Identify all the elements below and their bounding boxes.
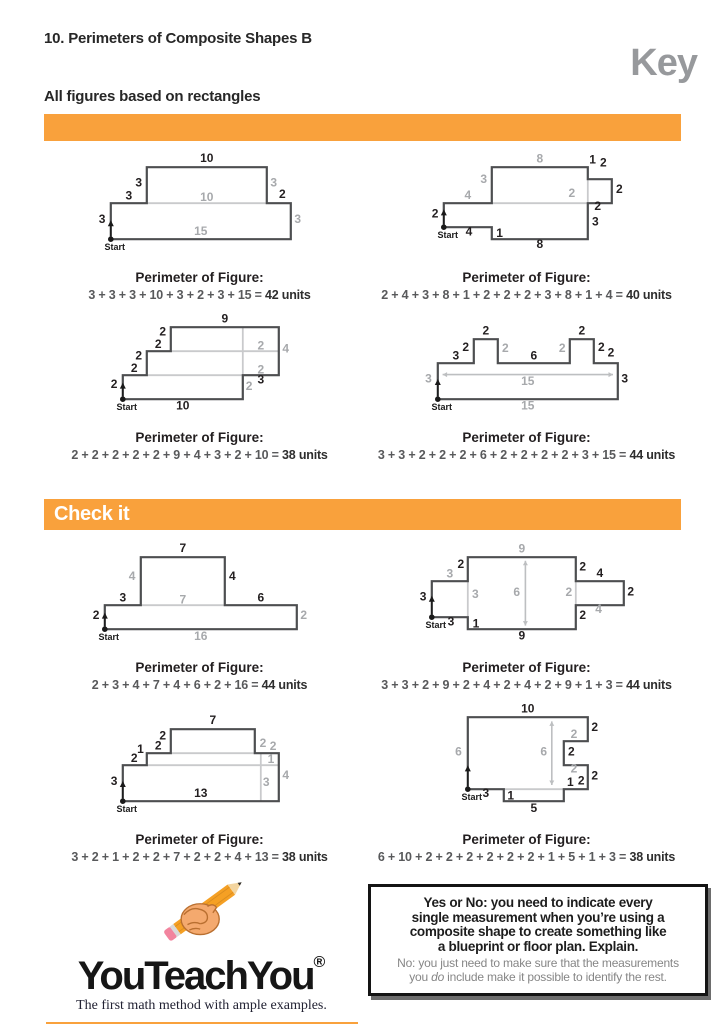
measurement-label: 13 — [194, 786, 208, 800]
measurement-label: 2 — [598, 340, 605, 355]
measurement-label: 2 — [257, 338, 265, 353]
start-arrowhead — [120, 781, 126, 787]
measurement-label: 1 — [567, 775, 574, 790]
note-bold-line: single measurement when you’re using a — [411, 909, 665, 925]
perimeter-equation: 3 + 2 + 1 + 2 + 2 + 7 + 2 + 2 + 4 + 13 = 38 units — [71, 850, 328, 864]
measurement-label: 2 — [616, 182, 623, 196]
registered-mark: ® — [313, 954, 326, 971]
shape-outline — [105, 557, 297, 629]
note-bold-line: composite shape to create something like — [409, 924, 667, 940]
measurement-label: 3 — [472, 587, 479, 601]
perimeter-result: 42 units — [265, 288, 311, 302]
measurement-label: 3 — [447, 614, 455, 629]
start-dot — [429, 614, 435, 620]
measurement-label: 2 — [130, 751, 138, 766]
measurement-label: 2 — [627, 584, 635, 599]
measurement-label: 6 — [530, 348, 538, 363]
measurement-label: 2 — [431, 206, 439, 221]
perimeter-equation: 2 + 3 + 4 + 7 + 4 + 6 + 2 + 16 = 44 units — [91, 678, 308, 692]
figure-drawing — [100, 710, 299, 830]
start-dot — [441, 224, 447, 230]
measurement-label: 3 — [592, 214, 599, 229]
note-answer: No: you just need to make sure that the measurements you do include make it possible to identify the rest. — [397, 956, 679, 985]
subtitle: All figures based on rectangles — [44, 88, 261, 105]
figure-drawing — [100, 308, 299, 428]
measurement-label: 2 — [579, 559, 587, 574]
measurement-label: 3 — [98, 212, 106, 226]
measurement-label: 15 — [521, 373, 535, 388]
measurement-label: 2 — [579, 608, 587, 622]
figure-5 — [36, 538, 363, 692]
perimeter-caption: Perimeter of Figure: — [462, 270, 591, 285]
measurement-label: 4 — [464, 188, 472, 202]
measurement-label: 2 — [568, 186, 576, 201]
measurement-label: 6 — [455, 744, 462, 759]
measurement-label: 3 — [452, 348, 460, 363]
perimeter-result: 40 units — [626, 288, 672, 302]
measurement-label: 2 — [600, 155, 607, 170]
start-arrowhead — [435, 379, 441, 385]
figure-drawing — [415, 320, 638, 428]
measurement-label: 2 — [159, 324, 166, 339]
figure-drawing — [445, 698, 608, 830]
perimeter-caption: Perimeter of Figure: — [135, 832, 264, 847]
measurement-label: 9 — [518, 541, 526, 556]
figure-drawing — [409, 538, 644, 658]
note-bold-line: Yes or No: you need to indicate every — [423, 895, 653, 910]
measurement-label: 3 — [125, 188, 133, 203]
measurement-label: 9 — [518, 628, 526, 643]
measurement-label: 4 — [128, 569, 136, 583]
start-dot — [102, 626, 108, 632]
measurement-label: 2 — [154, 738, 162, 753]
measurement-label: 6 — [257, 590, 265, 605]
perimeter-equation: 3 + 3 + 2 + 2 + 2 + 6 + 2 + 2 + 2 + 2 + 3 + 15 = 44 units — [377, 448, 676, 462]
perimeter-equation: 2 + 2 + 2 + 2 + 2 + 9 + 4 + 3 + 2 + 10 = 38 units — [71, 448, 328, 462]
perimeter-result: 44 units — [261, 678, 308, 692]
measurement-label: 2 — [570, 727, 578, 742]
checkit-section-bar — [44, 499, 681, 530]
measurement-label: 10 — [176, 398, 190, 413]
answer-key-label: Key — [630, 42, 697, 84]
measurement-label: 2 — [259, 736, 267, 751]
measurement-label: 2 — [607, 345, 615, 360]
measurement-label: 2 — [130, 361, 138, 376]
measurement-label: 2 — [570, 761, 578, 776]
measurement-label: 1 — [472, 616, 480, 631]
measurement-label: 1 — [507, 788, 515, 803]
measurement-label: 3 — [446, 566, 454, 581]
start-label: Start — [461, 792, 483, 803]
measurement-label: 3 — [257, 372, 265, 387]
measurement-label: 2 — [257, 362, 265, 377]
logo-text: YouTeachYou® — [77, 954, 326, 998]
measurement-label: 4 — [282, 341, 290, 356]
perimeter-result: 38 units — [629, 850, 676, 864]
measurement-label: 4 — [596, 566, 604, 580]
start-arrowhead — [108, 220, 114, 226]
start-dot — [465, 786, 471, 792]
measurement-label: 4 — [282, 768, 290, 782]
perimeter-caption: Perimeter of Figure: — [135, 270, 264, 285]
measure-arrowhead — [549, 781, 554, 786]
start-label: Start — [116, 402, 138, 413]
start-arrowhead — [441, 209, 447, 215]
measurement-label: 2 — [558, 340, 566, 355]
measurement-label: 2 — [591, 768, 599, 783]
measurement-label: 2 — [591, 720, 599, 734]
key-figures-grid — [36, 148, 690, 462]
perimeter-result: 38 units — [282, 850, 328, 864]
start-label: Start — [437, 230, 459, 241]
perimeter-equation: 3 + 3 + 3 + 10 + 3 + 2 + 3 + 15 = 42 units — [88, 288, 311, 302]
measurement-label: 7 — [179, 592, 187, 607]
measurement-label: 2 — [135, 348, 142, 363]
measurement-label: 2 — [154, 337, 162, 352]
measurement-label: 2 — [577, 773, 585, 788]
measurement-label: 7 — [179, 540, 187, 555]
perimeter-result: 44 units — [629, 448, 676, 462]
start-arrowhead — [429, 596, 435, 602]
measurement-label: 15 — [194, 224, 208, 238]
measurement-label: 2 — [594, 198, 602, 213]
measurement-label: 1 — [496, 225, 503, 240]
perimeter-result: 38 units — [282, 448, 328, 462]
figure-7 — [36, 698, 363, 864]
logo-pencil-hand-icon — [147, 872, 257, 950]
measurement-label: 2 — [457, 557, 465, 571]
measurement-label: 2 — [578, 323, 586, 338]
measurement-label: 3 — [119, 590, 127, 605]
measure-arrowhead — [443, 372, 448, 377]
start-label: Start — [431, 402, 453, 413]
measurement-label: 16 — [194, 629, 208, 643]
measurement-label: 4 — [229, 569, 236, 583]
figure-drawing — [82, 538, 317, 658]
measurement-label: 2 — [269, 739, 277, 754]
perimeter-caption: Perimeter of Figure: — [462, 660, 591, 675]
measurement-label: 6 — [513, 585, 520, 600]
measure-arrowhead — [609, 372, 614, 377]
figure-drawing — [88, 148, 311, 268]
measurement-label: 2 — [565, 585, 573, 600]
measurement-label: 3 — [110, 774, 118, 788]
perimeter-result: 44 units — [626, 678, 672, 692]
perimeter-equation: 2 + 4 + 3 + 8 + 1 + 2 + 2 + 2 + 3 + 8 + 1 + 4 = 40 units — [381, 288, 672, 302]
figure-3 — [36, 308, 363, 462]
measurement-label: 3 — [262, 775, 270, 790]
start-label: Start — [98, 632, 120, 643]
perimeter-equation: 3 + 3 + 2 + 9 + 2 + 4 + 2 + 4 + 2 + 9 + 1 + 3 = 44 units — [381, 678, 672, 692]
measurement-label: 2 — [159, 728, 166, 743]
brand-logo — [44, 872, 359, 1024]
measurement-label: 3 — [425, 371, 432, 386]
perimeter-caption: Perimeter of Figure: — [135, 430, 264, 445]
measurement-label: 3 — [270, 175, 278, 190]
measurement-label: 2 — [245, 379, 253, 394]
measurement-label: 2 — [568, 744, 575, 759]
measurement-label: 3 — [482, 786, 490, 800]
figure-2 — [363, 148, 690, 302]
note-bold-line: a blueprint or floor plan. Explain. — [437, 938, 639, 954]
figure-8 — [363, 698, 690, 864]
measurement-label: 2 — [462, 340, 469, 355]
page-title: 10. Perimeters of Composite Shapes B — [44, 30, 312, 47]
measurement-label: 4 — [595, 602, 602, 616]
perimeter-caption: Perimeter of Figure: — [462, 832, 591, 847]
measurement-label: 2 — [92, 608, 100, 622]
perimeter-equation: 6 + 10 + 2 + 2 + 2 + 2 + 2 + 2 + 1 + 5 + 1 + 3 = 38 units — [377, 850, 676, 864]
measurement-label: 1 — [137, 742, 144, 757]
measurement-label: 2 — [482, 323, 490, 338]
measurement-label: 3 — [621, 371, 629, 386]
figure-6 — [363, 538, 690, 692]
measurement-label: 2 — [502, 340, 509, 355]
figure-4 — [363, 308, 690, 462]
start-arrowhead — [465, 765, 471, 771]
note-question — [377, 896, 699, 954]
measurement-label: 3 — [480, 171, 487, 186]
figure-drawing — [421, 148, 632, 268]
measurement-label: 2 — [279, 186, 286, 201]
measurement-label: 9 — [221, 311, 229, 326]
measurement-label: 3 — [135, 175, 142, 190]
measurement-label: 10 — [521, 701, 535, 716]
measure-arrowhead — [523, 621, 528, 626]
section-bar — [44, 114, 681, 141]
perimeter-caption: Perimeter of Figure: — [135, 660, 264, 675]
measurement-label: 4 — [465, 224, 473, 239]
measurement-label: 8 — [536, 237, 544, 252]
measurement-label: 10 — [200, 150, 214, 165]
measure-arrowhead — [549, 721, 554, 726]
start-dot — [120, 396, 126, 402]
start-dot — [120, 798, 126, 804]
checkit-label: Check it — [54, 503, 130, 525]
start-dot — [435, 396, 441, 402]
measurement-label: 6 — [540, 744, 547, 759]
measurement-label: 2 — [300, 608, 308, 622]
measurement-label: 5 — [530, 801, 538, 815]
start-dot — [108, 236, 114, 242]
figure-1 — [36, 148, 363, 302]
note-box — [368, 884, 708, 996]
checkit-figures-grid — [36, 538, 690, 864]
measurement-label: 3 — [294, 212, 302, 226]
measurement-label: 7 — [209, 712, 217, 727]
start-label: Start — [425, 620, 447, 631]
measurement-label: 15 — [521, 398, 535, 413]
measurement-label: 3 — [419, 589, 427, 604]
start-arrowhead — [120, 383, 126, 389]
shape-outline — [123, 324, 279, 399]
perimeter-caption: Perimeter of Figure: — [462, 430, 591, 445]
start-label: Start — [104, 242, 126, 253]
measurement-label: 2 — [110, 376, 118, 391]
measurement-label: 1 — [589, 152, 596, 167]
measure-arrowhead — [523, 561, 528, 566]
measurement-label: 8 — [536, 151, 544, 166]
start-arrowhead — [102, 613, 108, 619]
start-label: Start — [116, 804, 138, 815]
measurement-label: 1 — [267, 751, 275, 766]
logo-tagline: The first math method with ample examples. — [76, 998, 327, 1013]
measurement-label: 10 — [200, 189, 214, 204]
